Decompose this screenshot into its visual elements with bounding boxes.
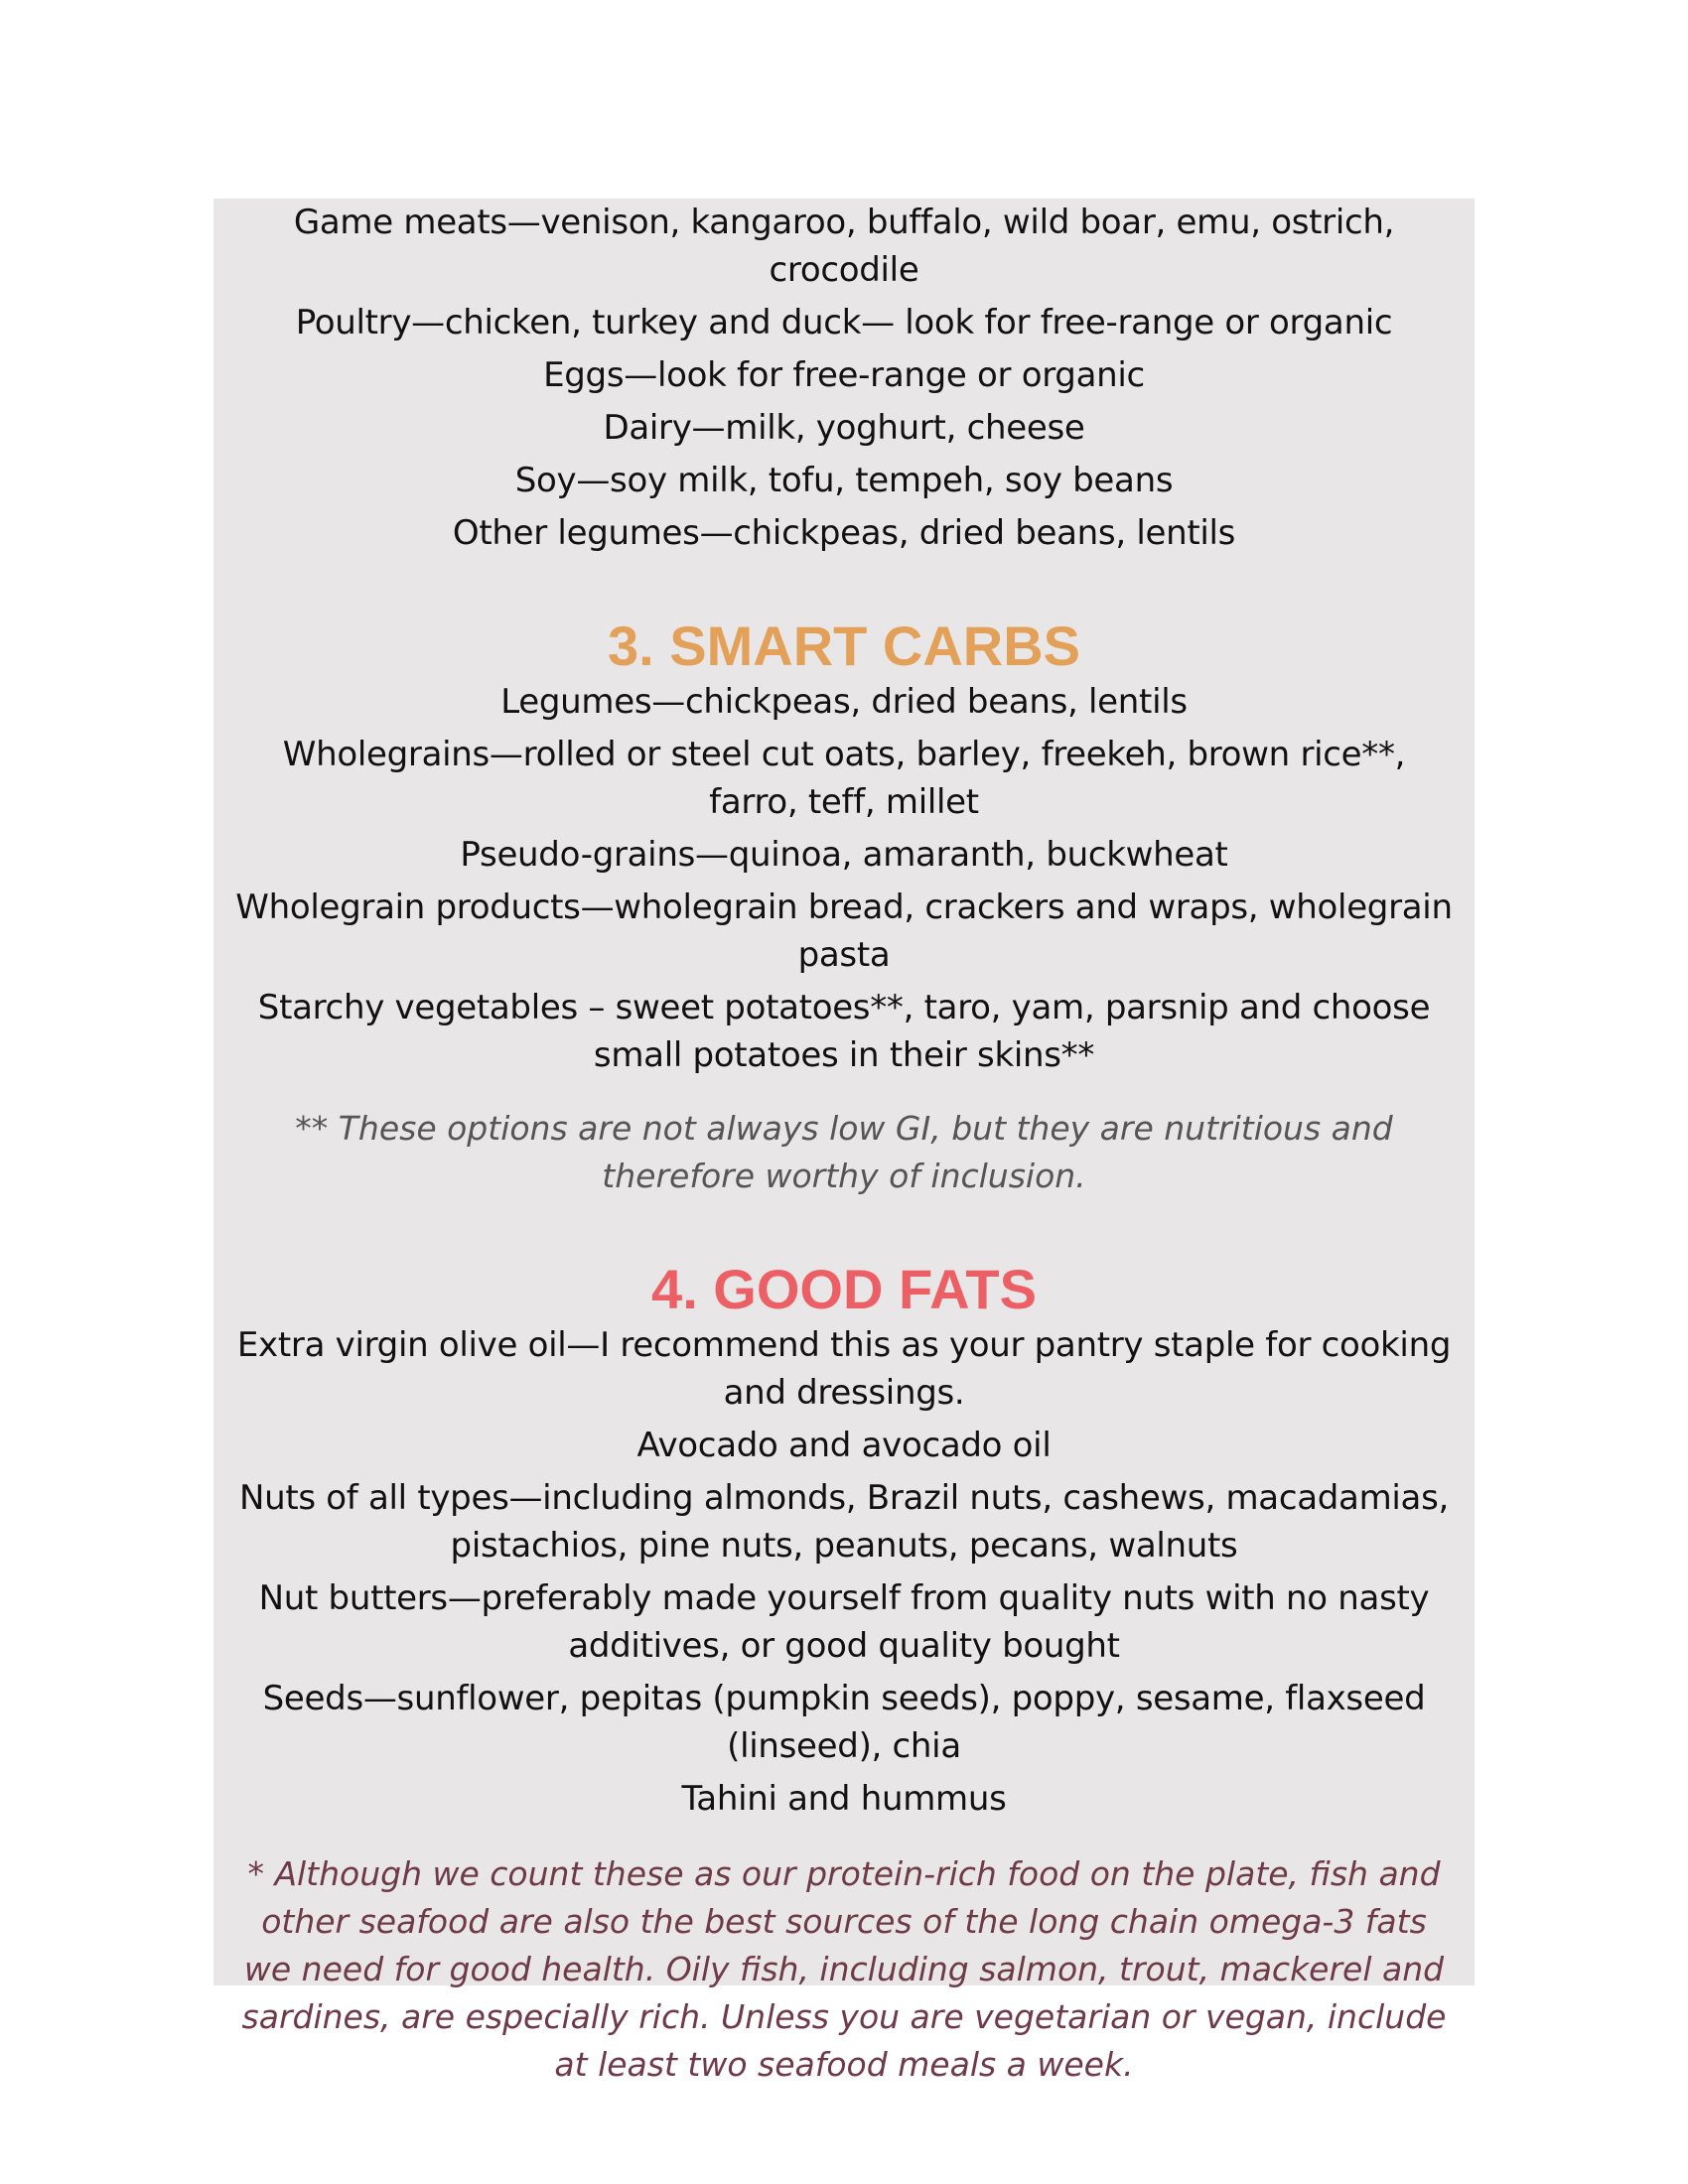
good-fats-heading: 4. GOOD FATS (651, 1258, 1037, 1320)
carbs-item-pseudo-grains: Pseudo-grains—quinoa, amaranth, buckwheat (460, 835, 1228, 875)
carbs-item-wholegrain-products: Wholegrain products—wholegrain bread, crackers and wraps, wholegrain pasta (235, 887, 1453, 975)
carbs-item-wholegrains: Wholegrains—rolled or steel cut oats, barley, freekeh, brown rice**, farro, teff, millet (282, 735, 1406, 822)
carbs-item-starchy-vegetables: Starchy vegetables – sweet potatoes**, taro, yam, parsnip and choose small potatoes in their skins** (257, 988, 1431, 1075)
protein-item-dairy: Dairy—milk, yoghurt, cheese (603, 408, 1085, 448)
protein-item-other-legumes: Other legumes—chickpeas, dried beans, lentils (452, 513, 1236, 553)
carbs-footnote: ** These options are not always low GI, but they are nutritious and therefore worthy of inclusion. (295, 1109, 1393, 1195)
content-panel (213, 199, 1475, 2084)
protein-item-eggs: Eggs—look for free-range or organic (543, 355, 1145, 395)
protein-item-poultry: Poultry—chicken, turkey and duck— look for free-range or organic (295, 303, 1393, 342)
fats-item-olive-oil: Extra virgin olive oil—I recommend this as your pantry staple for cooking and dressings. (236, 1325, 1452, 1413)
fats-item-nuts: Nuts of all types—including almonds, Brazil nuts, cashews, macadamias, pistachios, pine nuts, peanuts, pecans, walnuts (238, 1478, 1450, 1566)
fats-item-seeds: Seeds—sunflower, pepitas (pumpkin seeds), poppy, sesame, flaxseed (linseed), chia (262, 1679, 1426, 1766)
protein-item-game-meats: Game meats—venison, kangaroo, buffalo, wild boar, emu, ostrich, crocodile (293, 203, 1395, 290)
fats-item-nut-butters: Nut butters—preferably made yourself from quality nuts with no nasty additives, or good quality bought (258, 1578, 1430, 1666)
fats-item-avocado: Avocado and avocado oil (636, 1426, 1052, 1465)
smart-carbs-heading: 3. SMART CARBS (607, 614, 1081, 677)
protein-item-soy: Soy—soy milk, tofu, tempeh, soy beans (514, 461, 1174, 500)
carbs-item-legumes: Legumes—chickpeas, dried beans, lentils (500, 682, 1188, 722)
fish-footnote: * Although we count these as our protein-rich food on the plate, fish and other seafood are also the best sources of the long chain omega-3 fats we need for good health. Oily fish, including salmon, trout, mackerel and sardines, are especially rich. Unless you are vegetarian or vegan, include at least two seafood meals a week. (241, 1854, 1447, 2084)
fats-item-tahini: Tahini and hummus (681, 1779, 1007, 1819)
